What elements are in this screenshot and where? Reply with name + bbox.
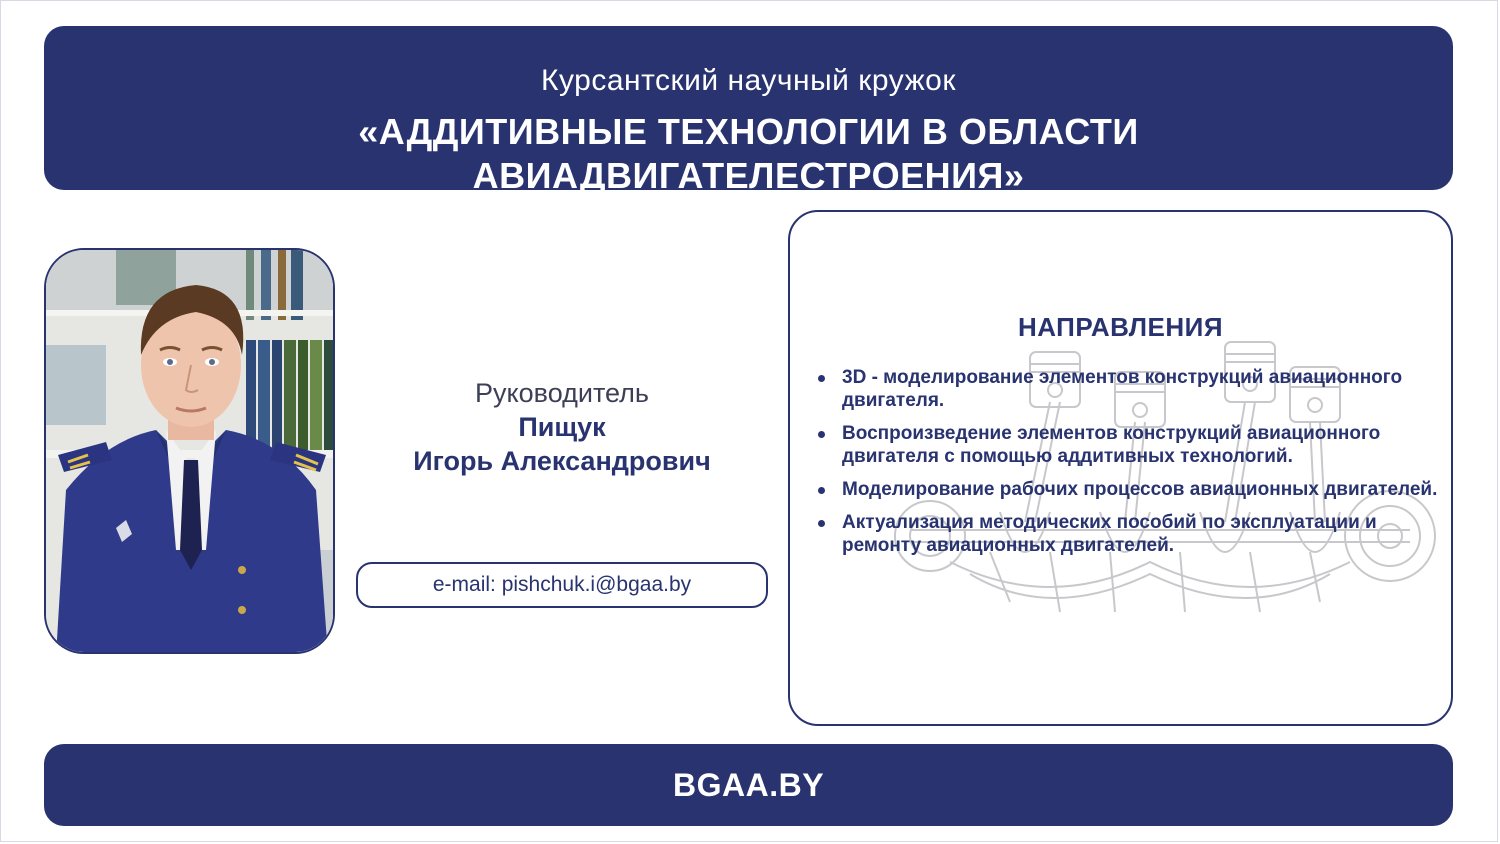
direction-text: Актуализация методических пособий по эксплуатации и ремонту авиационных двигателей. bbox=[842, 512, 1377, 556]
directions-list bbox=[812, 366, 1442, 567]
list-item bbox=[812, 366, 1442, 412]
leader-role: Руководитель bbox=[475, 378, 649, 408]
leader-info bbox=[356, 376, 768, 478]
list-item bbox=[812, 511, 1442, 557]
header-title-line1: «АДДИТИВНЫЕ ТЕХНОЛОГИИ В ОБЛАСТИ bbox=[358, 111, 1139, 152]
direction-text: Моделирование рабочих процессов авиационных двигателей. bbox=[842, 479, 1438, 500]
header-title-line2: АВИАДВИГАТЕЛЕСТРОЕНИЯ» bbox=[472, 155, 1025, 196]
list-item bbox=[812, 422, 1442, 468]
header-subtitle: Курсантский научный кружок bbox=[541, 64, 956, 97]
bullet-dot-icon bbox=[818, 375, 825, 382]
directions-panel bbox=[788, 210, 1453, 726]
bullet-dot-icon bbox=[818, 520, 825, 527]
header-banner bbox=[44, 26, 1453, 196]
footer-site-link[interactable]: BGAA.BY bbox=[672, 767, 825, 803]
direction-text: 3D - моделирование элементов конструкций авиационного двигателя. bbox=[842, 367, 1403, 411]
header-title bbox=[44, 110, 1453, 198]
leader-given-names: Игорь Александрович bbox=[413, 446, 711, 476]
bullet-dot-icon bbox=[818, 487, 825, 494]
list-item bbox=[812, 478, 1442, 501]
direction-text: Воспроизведение элементов конструкций авиационного двигателя с помощью аддитивных технологий. bbox=[842, 423, 1381, 467]
email-text[interactable]: e-mail: pishchuk.i@bgaa.by bbox=[432, 573, 692, 596]
leader-photo bbox=[44, 248, 335, 654]
leader-surname: Пищук bbox=[518, 412, 606, 442]
bullet-dot-icon bbox=[818, 431, 825, 438]
directions-title: НАПРАВЛЕНИЯ bbox=[1017, 312, 1224, 342]
email-box[interactable] bbox=[356, 562, 768, 608]
footer-banner bbox=[44, 744, 1453, 826]
portrait-photo bbox=[46, 250, 335, 654]
